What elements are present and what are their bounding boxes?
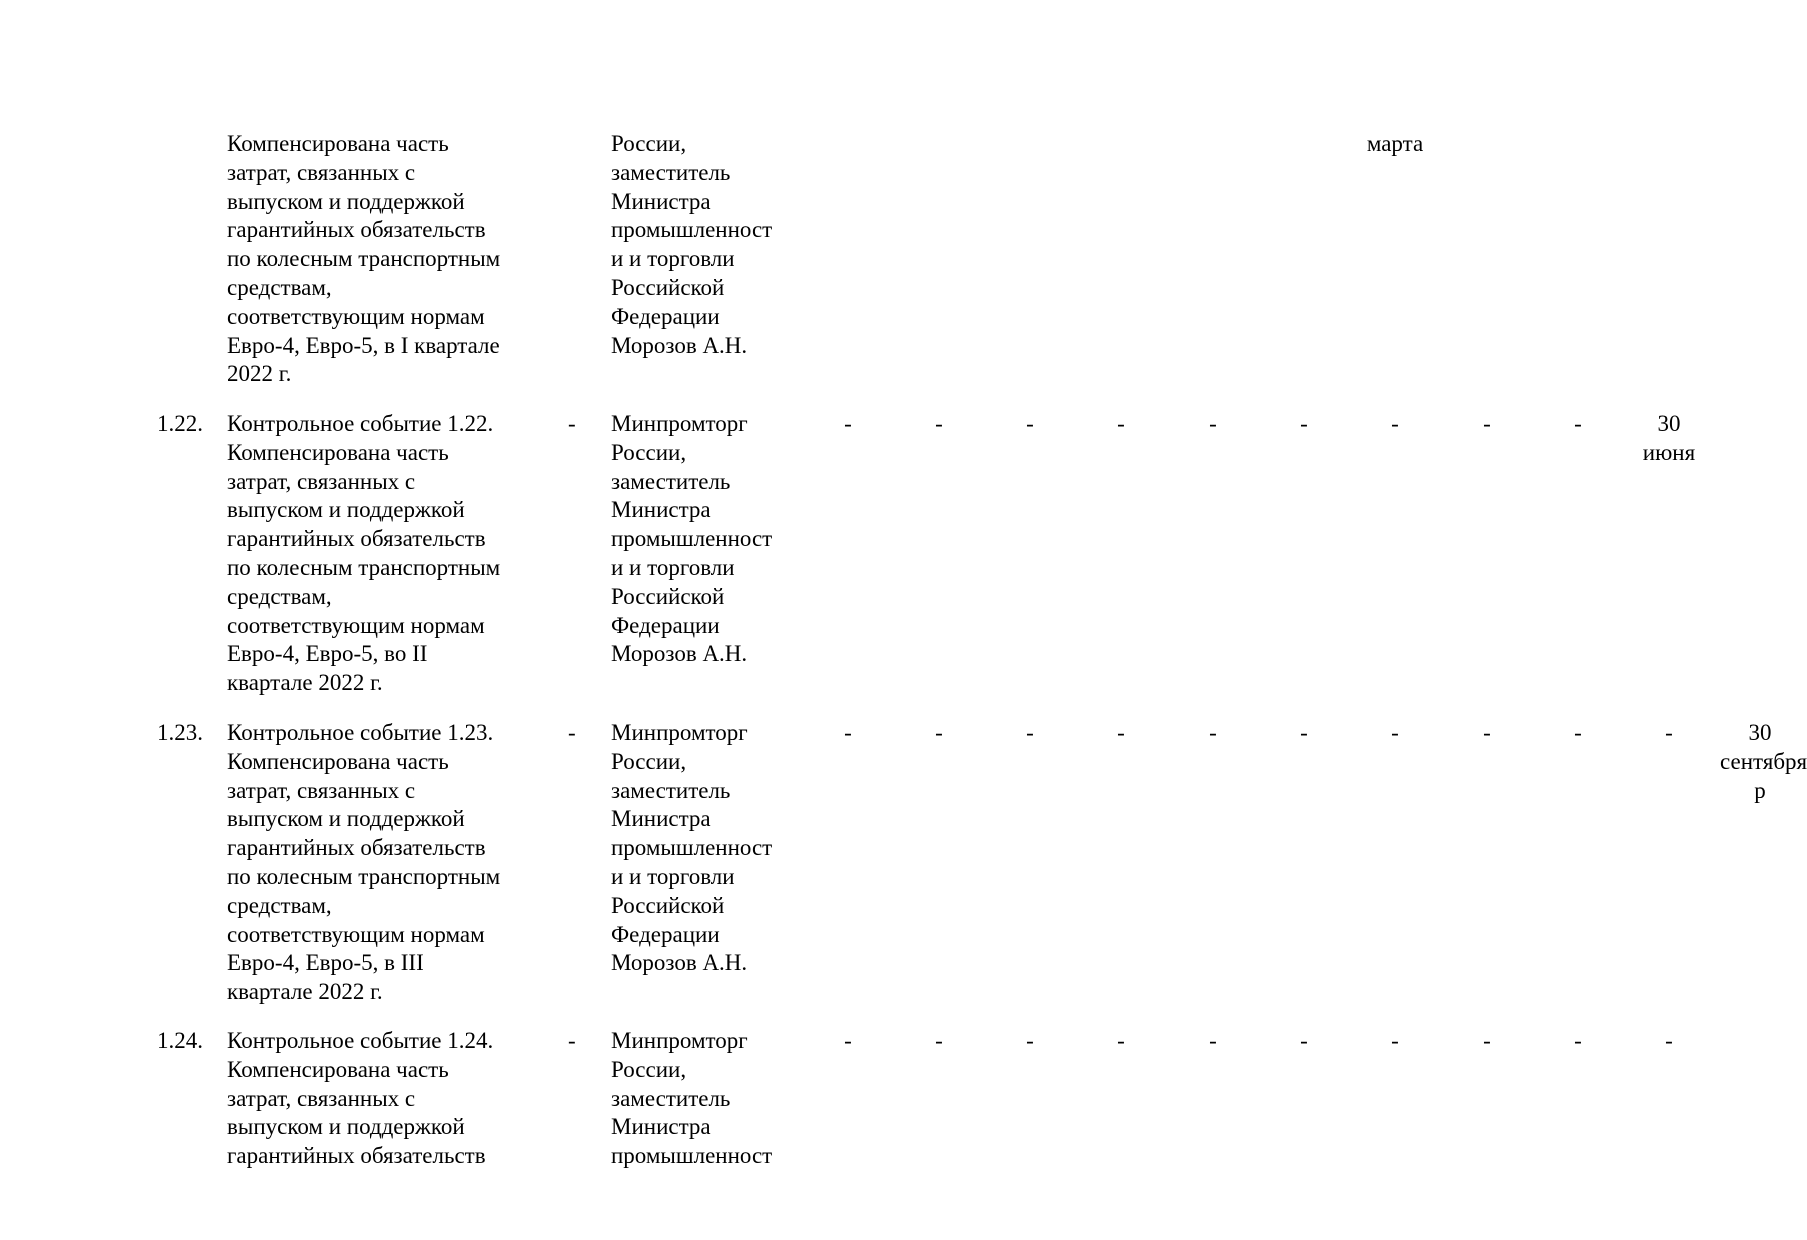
row-number: 1.23. <box>157 720 203 745</box>
description-line: квартале 2022 г. <box>227 670 383 696</box>
description-line: Евро-4, Евро-5, во II <box>227 641 428 667</box>
description-line: гарантийных обязательств <box>227 835 486 861</box>
period-cell: - <box>935 720 943 745</box>
period-cell: - <box>1483 1028 1491 1053</box>
row-number: 1.24. <box>157 1028 203 1053</box>
period-cell: - <box>1574 411 1582 436</box>
description-line: 2022 г. <box>227 361 292 387</box>
period-cell: - <box>1300 720 1308 745</box>
description-line: выпуском и поддержкой <box>227 1114 465 1140</box>
event-description <box>227 719 500 1007</box>
period-cell: - <box>1117 1028 1125 1053</box>
period-cell: - <box>1026 411 1034 436</box>
control-date <box>1720 719 1807 805</box>
description-line: по колесным транспортным <box>227 863 501 889</box>
date-line: р <box>1754 777 1766 803</box>
description-line: по колесным транспортным <box>227 246 501 272</box>
period-cell: - <box>1483 411 1491 436</box>
period-cell: - <box>1026 1028 1034 1053</box>
control-date <box>1355 130 1435 159</box>
responsible-line: Российской <box>611 583 725 609</box>
description-line: средствам, <box>227 274 332 300</box>
period-cell: - <box>1391 720 1399 745</box>
period-cell: - <box>1483 720 1491 745</box>
responsible-line: и и торговли <box>611 863 735 889</box>
responsible-line: России, <box>611 1056 687 1082</box>
event-description <box>227 130 500 389</box>
empty-value-dash: - <box>568 411 576 436</box>
responsible-line: Министра <box>611 1114 711 1140</box>
responsible-line: заместитель <box>611 468 731 494</box>
responsible-line: заместитель <box>611 159 731 185</box>
responsible-line: Морозов А.Н. <box>611 950 748 976</box>
responsible-line: Российской <box>611 274 725 300</box>
date-line: 30 <box>1657 411 1681 436</box>
responsible-line: Министра <box>611 497 711 523</box>
responsible-line: России, <box>611 131 687 156</box>
responsible-line: Российской <box>611 892 725 918</box>
responsible-line: Минпромторг <box>611 1028 748 1053</box>
period-cell: - <box>1665 720 1673 745</box>
responsible-line: России, <box>611 439 687 465</box>
responsible-line: промышленност <box>611 835 773 861</box>
period-cell: - <box>1209 411 1217 436</box>
description-line: по колесным транспортным <box>227 554 501 580</box>
description-line: Компенсирована часть <box>227 1056 449 1082</box>
responsible-executor <box>611 1027 772 1171</box>
description-line: Евро-4, Евро-5, в I квартале <box>227 332 500 358</box>
description-line: затрат, связанных с <box>227 1085 416 1111</box>
period-cell: - <box>844 720 852 745</box>
description-line: гарантийных обязательств <box>227 1143 486 1169</box>
responsible-line: Минпромторг <box>611 411 748 436</box>
responsible-line: Министра <box>611 806 711 832</box>
period-cell: - <box>1026 720 1034 745</box>
period-cell: - <box>1574 720 1582 745</box>
date-line: сентября <box>1720 748 1807 774</box>
description-line: Контрольное событие 1.23. <box>227 720 494 745</box>
date-line: июня <box>1642 439 1696 465</box>
responsible-line: и и торговли <box>611 246 735 272</box>
description-line: соответствующим нормам <box>227 612 485 638</box>
date-line: 30 <box>1748 720 1772 745</box>
responsible-line: России, <box>611 748 687 774</box>
description-line: Контрольное событие 1.24. <box>227 1028 494 1053</box>
period-cell: - <box>935 1028 943 1053</box>
description-line: Компенсирована часть <box>227 748 449 774</box>
responsible-line: промышленност <box>611 1143 773 1169</box>
period-cell: - <box>844 411 852 436</box>
responsible-executor <box>611 410 772 669</box>
period-cell: - <box>1300 411 1308 436</box>
responsible-line: Федерации <box>611 612 720 638</box>
date-line: марта <box>1366 131 1424 156</box>
responsible-line: и и торговли <box>611 554 735 580</box>
event-description <box>227 410 500 698</box>
responsible-line: Морозов А.Н. <box>611 641 748 667</box>
description-line: соответствующим нормам <box>227 303 485 329</box>
description-line: средствам, <box>227 892 332 918</box>
control-date <box>1629 410 1709 468</box>
description-line: выпуском и поддержкой <box>227 497 465 523</box>
description-line: квартале 2022 г. <box>227 979 383 1005</box>
responsible-line: Федерации <box>611 303 720 329</box>
responsible-line: заместитель <box>611 1085 731 1111</box>
responsible-line: Минпромторг <box>611 720 748 745</box>
responsible-executor <box>611 130 772 360</box>
responsible-line: Министра <box>611 188 711 214</box>
description-line: гарантийных обязательств <box>227 217 486 243</box>
period-cell: - <box>1300 1028 1308 1053</box>
description-line: выпуском и поддержкой <box>227 188 465 214</box>
empty-value-dash: - <box>568 1028 576 1053</box>
period-cell: - <box>1209 720 1217 745</box>
description-line: средствам, <box>227 583 332 609</box>
period-cell: - <box>844 1028 852 1053</box>
empty-value-dash: - <box>568 720 576 745</box>
description-line: затрат, связанных с <box>227 777 416 803</box>
description-line: Контрольное событие 1.22. <box>227 411 494 436</box>
period-cell: - <box>935 411 943 436</box>
period-cell: - <box>1574 1028 1582 1053</box>
responsible-line: промышленност <box>611 217 773 243</box>
responsible-executor <box>611 719 772 978</box>
description-line: Евро-4, Евро-5, в III <box>227 950 424 976</box>
period-cell: - <box>1665 1028 1673 1053</box>
period-cell: - <box>1209 1028 1217 1053</box>
description-line: гарантийных обязательств <box>227 526 486 552</box>
period-cell: - <box>1391 411 1399 436</box>
responsible-line: Морозов А.Н. <box>611 332 748 358</box>
description-line: Компенсирована часть <box>227 131 449 156</box>
responsible-line: заместитель <box>611 777 731 803</box>
period-cell: - <box>1391 1028 1399 1053</box>
period-cell: - <box>1117 720 1125 745</box>
description-line: выпуском и поддержкой <box>227 806 465 832</box>
responsible-line: Федерации <box>611 921 720 947</box>
period-cell: - <box>1117 411 1125 436</box>
description-line: соответствующим нормам <box>227 921 485 947</box>
row-number: 1.22. <box>157 411 203 436</box>
responsible-line: промышленност <box>611 526 773 552</box>
description-line: затрат, связанных с <box>227 468 416 494</box>
event-description <box>227 1027 493 1171</box>
description-line: затрат, связанных с <box>227 159 416 185</box>
description-line: Компенсирована часть <box>227 439 449 465</box>
